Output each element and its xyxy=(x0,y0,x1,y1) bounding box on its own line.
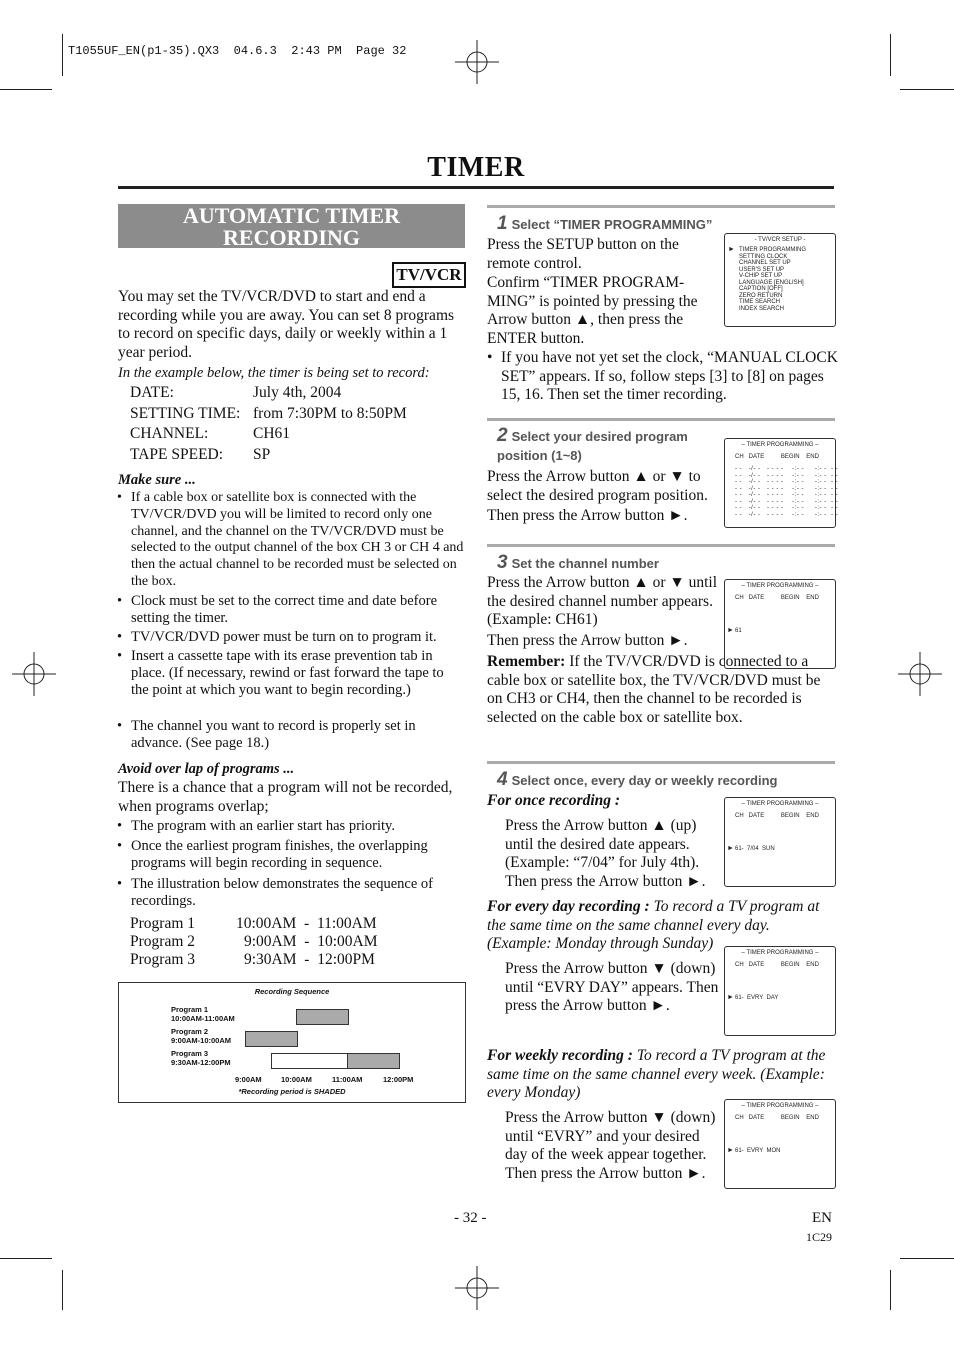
program-time: 10:00AM - 11:00AM xyxy=(236,915,377,932)
step-heading xyxy=(497,552,659,574)
series-label: Program 1 xyxy=(171,1005,209,1014)
step-heading xyxy=(497,426,722,465)
recorded-segment xyxy=(245,1031,298,1047)
intro-text: You may set the TV/VCR/DVD to start and end a recording while you are away. You can set 8 programs to record on specific days, daily or weekly within a 1 year period. xyxy=(118,288,455,361)
series-label: Program 2 xyxy=(171,1027,209,1036)
series-sub: 10:00AM-11:00AM xyxy=(171,1014,235,1023)
screen-title: – TIMER PROGRAMMING – xyxy=(741,950,819,956)
screen-title: – TIMER PROGRAMMING – xyxy=(741,583,819,589)
menu-item: ZERO RETURN xyxy=(739,292,783,299)
example-intro: In the example below, the timer is being set to record: xyxy=(118,365,430,381)
chart-title: Recording Sequence xyxy=(254,987,330,996)
avoid-item: • The program with an earlier start has priority. xyxy=(117,818,471,835)
tick-label: 10:00AM xyxy=(281,1075,312,1084)
program-time: 9:30AM - 12:00PM xyxy=(244,951,375,968)
crop-mark xyxy=(900,89,954,90)
once-label: For once recording : xyxy=(487,792,621,809)
screen-rows: - - -/- - - - - - -:- - -:- - - - - - -/- - - - - - -:- - -:- - - - - - -/- - - - - - -:- - -:- - - - - - -/- - - - - - -:- - -:- - - - - - -/- - - - - - -:- - -:- - - - - - -/- - - - - - -:- - -:- - - - - - -/- - - - - - -:- - -:- - - - - - -/- - - - - - -:- - -:- - - - xyxy=(735,466,839,518)
chart-note: *Recording period is SHADED xyxy=(238,1087,346,1096)
step-text: Press the Arrow button ▲ or ▼ to select the desired program position. xyxy=(487,468,708,504)
avoid-item: • Once the earliest program finishes, the overlapping programs will begin recording in sequence. xyxy=(117,838,465,872)
page-number: - 32 - xyxy=(454,1210,487,1226)
menu-item: CHANNEL SET UP xyxy=(739,260,791,266)
avoid-text: There is a chance that a program will not be recorded, when programs overlap; xyxy=(118,779,453,815)
step-number: 3 xyxy=(497,552,508,573)
step-text: Then press the Arrow button ►. xyxy=(487,632,688,649)
example-key: DATE: xyxy=(130,384,174,401)
timer-screen xyxy=(724,946,836,1036)
setup-menu-list xyxy=(739,247,806,312)
recorded-segment xyxy=(296,1009,349,1025)
crop-mark xyxy=(900,1258,954,1259)
step-rule xyxy=(487,205,835,208)
setup-menu-screen xyxy=(724,233,836,327)
screen-row: 61- EVRY DAY xyxy=(735,995,779,1001)
screen-columns: CH DATE BEGIN END xyxy=(735,1115,819,1121)
screen-title: – TIMER PROGRAMMING – xyxy=(741,801,819,807)
crop-mark xyxy=(62,1270,63,1310)
step-text: Confirm “TIMER PROGRAM-MING” is pointed by pressing the Arrow button ▲, then press the ENTER button. xyxy=(487,274,698,347)
step-heading xyxy=(497,769,777,791)
weekly-text: Press the Arrow button ▼ (down) until “EVRY” and your desired day of the week appear together. Then press the Arrow button ►. xyxy=(505,1109,716,1182)
crop-mark xyxy=(890,1270,891,1310)
every-day-label: For every day recording : xyxy=(487,898,650,915)
title-rule xyxy=(118,186,834,189)
example-value: CH61 xyxy=(253,425,291,442)
tick-label: 11:00AM xyxy=(332,1075,363,1084)
menu-item: LANGUAGE [ENGLISH] xyxy=(739,279,804,286)
series-sub: 9:00AM-10:00AM xyxy=(171,1036,232,1045)
screen-title: - TV/VCR SETUP - xyxy=(754,237,806,243)
registration-mark xyxy=(12,652,56,696)
registration-mark xyxy=(455,40,499,84)
step-title: Select your desired program position (1~8) xyxy=(497,429,688,463)
menu-item: USER'S SET UP xyxy=(739,266,785,273)
section-title xyxy=(118,204,465,248)
menu-item: V-CHIP SET UP xyxy=(739,273,783,279)
pointer-icon: ► xyxy=(727,627,734,634)
menu-item: TIME SEARCH xyxy=(739,299,781,305)
timer-screen xyxy=(724,1099,836,1189)
pointer-icon: ► xyxy=(728,246,735,253)
remember-label: Remember: xyxy=(487,653,566,670)
page-title: TIMER xyxy=(427,152,525,183)
screen-columns: CH DATE BEGIN END xyxy=(735,962,819,968)
crop-mark xyxy=(62,34,63,76)
program-name: Program 2 xyxy=(130,933,196,950)
example-value: July 4th, 2004 xyxy=(253,384,342,401)
once-text: Press the Arrow button ▲ (up) until the desired date appears. (Example: “7/04” for July 4th). Then press the Arrow button ►. xyxy=(505,817,706,890)
weekly-label: For weekly recording : xyxy=(487,1047,633,1064)
menu-item: SETTING CLOCK xyxy=(739,253,788,260)
tvvcr-badge: TV/VCR xyxy=(392,262,466,288)
crop-mark xyxy=(890,34,891,76)
screen-row: 61- 7/04 SUN xyxy=(735,846,775,852)
screen-columns: CH DATE BEGIN END xyxy=(735,813,819,819)
every-day-intro: To record a TV program at the same time on the same channel every day. (Example: Monday through Sunday) xyxy=(487,898,820,952)
recording-sequence-chart xyxy=(118,982,466,1103)
step-bullet: • If you have not yet set the clock, “MANUAL CLOCK SET” appears. If so, follow steps [3] to [8] on pages 15, 16. Then set the timer recording. xyxy=(487,349,841,405)
make-sure-item: • TV/VCR/DVD power must be turn on to program it. xyxy=(117,629,471,646)
screen-title: – TIMER PROGRAMMING – xyxy=(741,1103,819,1109)
step-heading xyxy=(497,213,712,235)
make-sure-item: • If a cable box or satellite box is connected with the TV/VCR/DVD you will be limited to record only one channel, and the channel on the TV/VCR/DVD must be selected to the output channel of the box CH 3 or CH 4 and then the actual channel to be recorded must be selected on the box. xyxy=(117,490,465,591)
step-text: Press the SETUP button on the remote control. xyxy=(487,236,679,272)
weekly-intro: To record a TV program at the same time on the same channel every week. (Example: every Monday) xyxy=(487,1047,826,1101)
step-text: Press the Arrow button ▲ or ▼ until the desired channel number appears. (Example: CH61) xyxy=(487,574,718,628)
step-rule xyxy=(487,761,835,764)
pointer-icon: ► xyxy=(727,845,734,852)
screen-columns: CH DATE BEGIN END xyxy=(735,595,819,601)
screen-row: 61- EVRY MON xyxy=(735,1148,781,1154)
step-rule xyxy=(487,544,835,547)
program-name: Program 1 xyxy=(130,915,196,932)
avoid-item: • The illustration below demonstrates the sequence of recordings. xyxy=(117,876,465,910)
language-code: EN xyxy=(812,1210,832,1226)
recorded-segment xyxy=(347,1053,400,1069)
crop-mark xyxy=(0,1258,52,1259)
series-sub: 9:30AM-12:00PM xyxy=(171,1058,231,1067)
example-key: SETTING TIME: xyxy=(130,405,241,422)
example-value: SP xyxy=(253,446,271,463)
every-day-text: Press the Arrow button ▼ (down) until “EVRY DAY” appears. Then press the Arrow button ►. xyxy=(505,960,719,1014)
remember-text: If the TV/VCR/DVD is connected to a cable box or satellite box, the TV/VCR/DVD must be on CH3 or CH4, then the channel to be recorded is selected on the cable box or satellite box. xyxy=(487,653,821,726)
series-label: Program 3 xyxy=(171,1049,209,1058)
menu-item: INDEX SEARCH xyxy=(739,305,785,312)
make-sure-item: • The channel you want to record is properly set in advance. (See page 18.) xyxy=(117,718,465,752)
menu-item: CAPTION [OFF] xyxy=(739,286,783,292)
make-sure-item: • Clock must be set to the correct time and date before setting the timer. xyxy=(117,593,465,627)
example-value: from 7:30PM to 8:50PM xyxy=(253,405,407,422)
tick-label: 12:00PM xyxy=(383,1075,414,1084)
program-time: 9:00AM - 10:00AM xyxy=(244,933,378,950)
step-title: Select once, every day or weekly recording xyxy=(511,773,778,788)
print-header: T1055UF_EN(p1-35).QX3 04.6.3 2:43 PM Page 32 xyxy=(68,44,407,58)
example-key: CHANNEL: xyxy=(130,425,209,442)
doc-code: 1C29 xyxy=(806,1230,833,1244)
step-rule xyxy=(487,418,835,421)
timer-screen xyxy=(724,438,839,528)
step-text: Then press the Arrow button ►. xyxy=(487,507,688,524)
tick-label: 9:00AM xyxy=(235,1075,262,1084)
pointer-icon: ► xyxy=(727,1147,734,1154)
example-key: TAPE SPEED: xyxy=(130,446,224,463)
make-sure-heading: Make sure ... xyxy=(118,472,196,488)
step-title: Set the channel number xyxy=(511,556,659,571)
avoid-heading: Avoid over lap of programs ... xyxy=(118,761,295,777)
crop-mark xyxy=(0,89,52,90)
registration-mark xyxy=(455,1266,499,1310)
pointer-icon: ► xyxy=(727,994,734,1001)
make-sure-item: • Insert a cassette tape with its erase prevention tab in place. (If necessary, rewind or fast forward the tape to the point at which you want to begin recording.) xyxy=(117,648,465,699)
weekly-note xyxy=(487,1047,832,1103)
step-number: 1 xyxy=(497,213,508,234)
menu-item: TIMER PROGRAMMING xyxy=(739,247,806,253)
step-title: Select “TIMER PROGRAMMING” xyxy=(511,217,713,232)
program-name: Program 3 xyxy=(130,951,196,968)
remember-note xyxy=(487,653,835,727)
registration-mark xyxy=(898,652,942,696)
timer-screen xyxy=(724,797,836,887)
screen-channel: 61 xyxy=(735,628,742,634)
screen-columns: CH DATE BEGIN END xyxy=(735,454,819,460)
screen-title: – TIMER PROGRAMMING – xyxy=(741,442,819,448)
section-title-text: AUTOMATIC TIMER RECORDING xyxy=(183,203,400,250)
step-number: 4 xyxy=(497,769,508,790)
step-number: 2 xyxy=(497,425,508,446)
